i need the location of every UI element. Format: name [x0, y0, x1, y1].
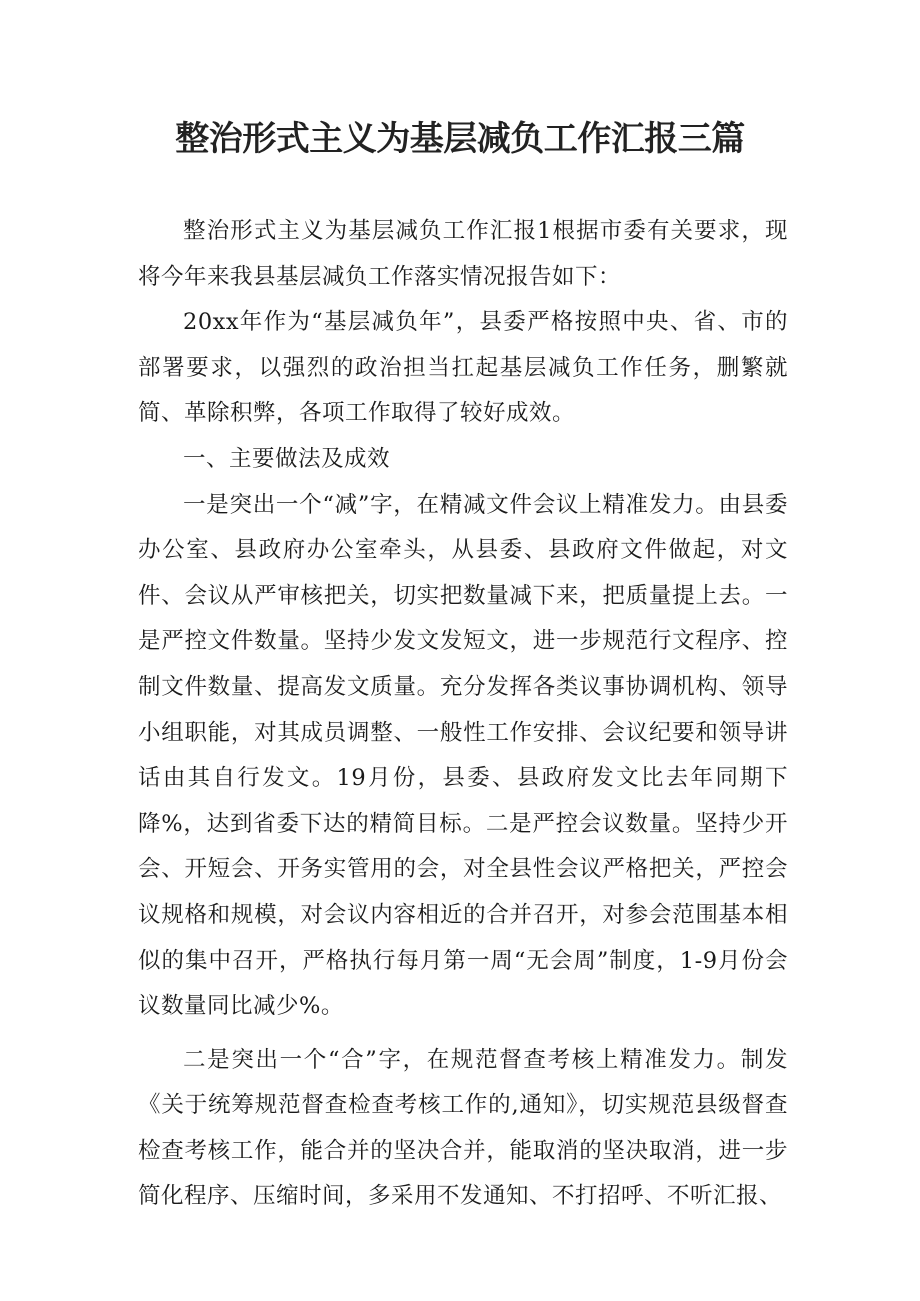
paragraph-reduce: 一是突出一个“减”字，在精减文件会议上精准发力。由县委办公室、县政府办公室牵头，从县委、县政府文件做起，对文件、会议从严审核把关，切实把数量减下来，把质量提上去。一是严控文件数量。坚持少发文发短文，进一步规范行文程序、控制文件数量、提高发文质量。充分发挥各类议事协调机构、领导小组职能，对其成员调整、一般性工作安排、会议纪要和领导讲话由其自行发文。19月份，县委、县政府发文比去年同期下降%，达到省委下达的精简目标。二是严控会议数量。坚持少开会、开短会、开务实管用的会，对全县性会议严格把关，严控会议规格和规模，对会议内容相近的合并召开，对参会范围基本相似的集中召开，严格执行每月第一周“无会周”制度，1-9月份会议数量同比减少%。: [138, 491, 788, 1020]
document-body: [138, 209, 788, 1220]
paragraph-overview: 20xx年作为“基层减负年”，县委严格按照中央、省、市的部署要求，以强烈的政治担当扛起基层减负工作任务，删繁就简、革除积弊，各项工作取得了较好成效。: [138, 309, 788, 427]
paragraph-merge: 二是突出一个“合”字，在规范督查考核上精准发力。制发《关于统筹规范督查检查考核工作的,通知》，切实规范县级督查检查考核工作，能合并的坚决合并，能取消的坚决取消，进一步简化程序、压缩时间，多采用不发通知、不打招呼、不听汇报、: [138, 1046, 788, 1210]
paragraph-intro: 整治形式主义为基层减负工作汇报1根据市委有关要求，现将今年来我县基层减负工作落实情况报告如下：: [138, 218, 788, 290]
document-title: 整治形式主义为基层减负工作汇报三篇: [175, 119, 745, 159]
section-heading: 一、主要做法及成效: [183, 445, 391, 472]
